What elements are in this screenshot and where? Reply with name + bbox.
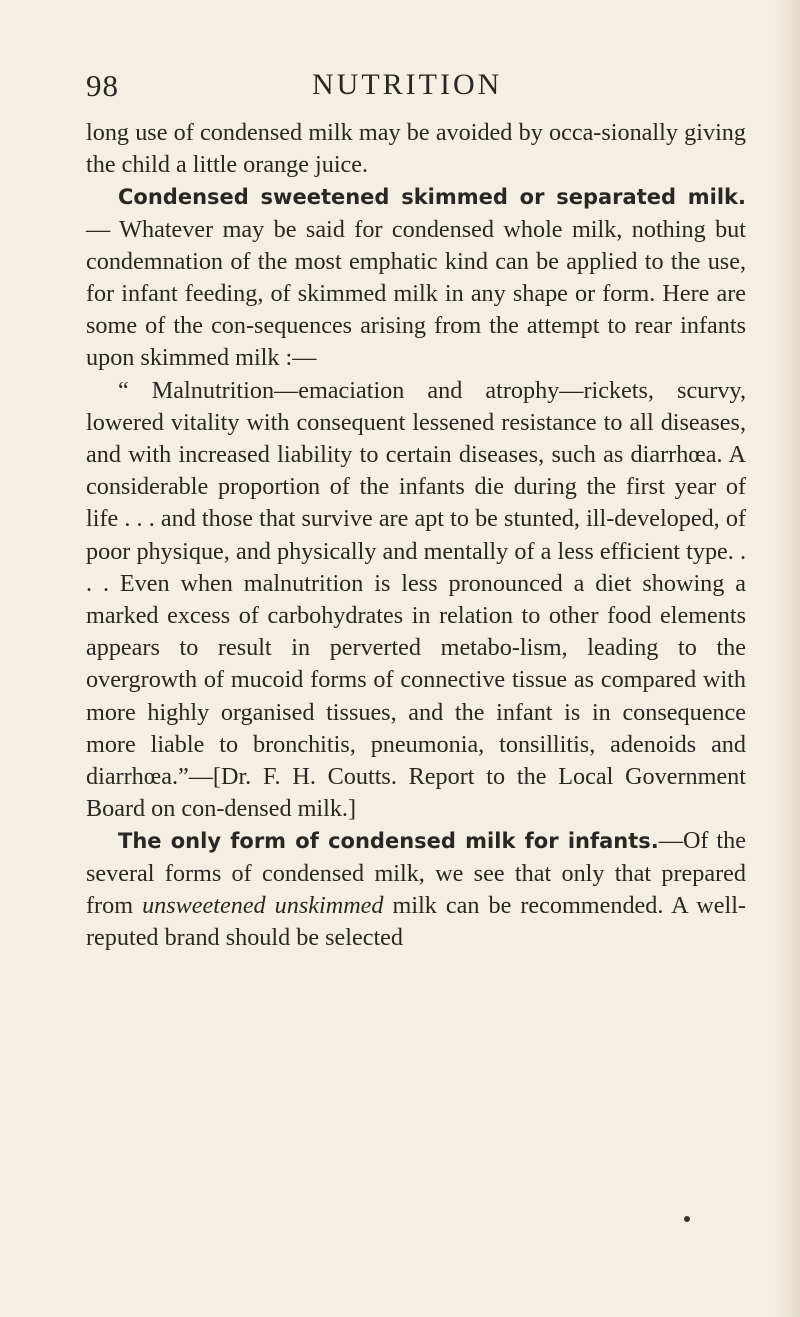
paragraph-text: —Of the several forms of condensed milk, we see that only that prepared from bbox=[86, 827, 746, 919]
paragraph-only-form bbox=[86, 825, 746, 954]
page-edge-shadow bbox=[774, 0, 800, 1317]
page-header bbox=[86, 68, 746, 112]
running-title: NUTRITION bbox=[312, 68, 503, 101]
paragraph-text: long use of condensed milk may be avoided by occa-sionally giving the child a little orange juice. bbox=[86, 119, 746, 179]
paragraph-orange-juice bbox=[86, 117, 746, 181]
section-heading-skimmed-milk: Condensed sweetened skimmed or separated milk. bbox=[118, 185, 746, 210]
body-text bbox=[86, 117, 746, 954]
quotation-coutts-report bbox=[86, 375, 746, 826]
page-number: 98 bbox=[86, 68, 119, 103]
paragraph-text: — Whatever may be said for condensed whole milk, nothing but condemnation of the most emphatic kind can be applied to the use, for infant feeding, of skimmed milk in any shape or form. Here are some of the con-sequences arising from the attempt to rear infants upon skimmed milk :— bbox=[86, 215, 746, 372]
paragraph-text: milk can be recommended. A well-reputed brand should be selected bbox=[86, 891, 746, 952]
paragraph-skimmed-milk bbox=[86, 181, 746, 374]
section-heading-only-form: The only form of condensed milk for infants. bbox=[118, 829, 659, 854]
ink-speck bbox=[684, 1216, 690, 1222]
emphasis-unsweetened-unskimmed: unsweetened unskimmed bbox=[142, 891, 384, 919]
quotation-text: “ Malnutrition—emaciation and atrophy—rickets, scurvy, lowered vitality with consequent lessened resistance to all diseases, and with increased liability to certain diseases, such as diarrhœa. A considerable proportion of the infants die during the first year of life . . . and those that survive are apt to be stunted, ill-developed, of poor physique, and physically and mentally of a less efficient type. . . . Even when malnutrition is less pronounced a diet showing a marked excess of carbohydrates in relation to other food elements appears to result in perverted metabo-lism, leading to the overgrowth of mucoid forms of connective tissue as compared with more highly organised tissues, and the infant is in consequence more liable to bronchitis, pneumonia, tonsillitis, adenoids and diarrhœa.”—[Dr. F. H. Coutts. Report to the Local Government Board on con-densed milk.] bbox=[86, 376, 746, 823]
